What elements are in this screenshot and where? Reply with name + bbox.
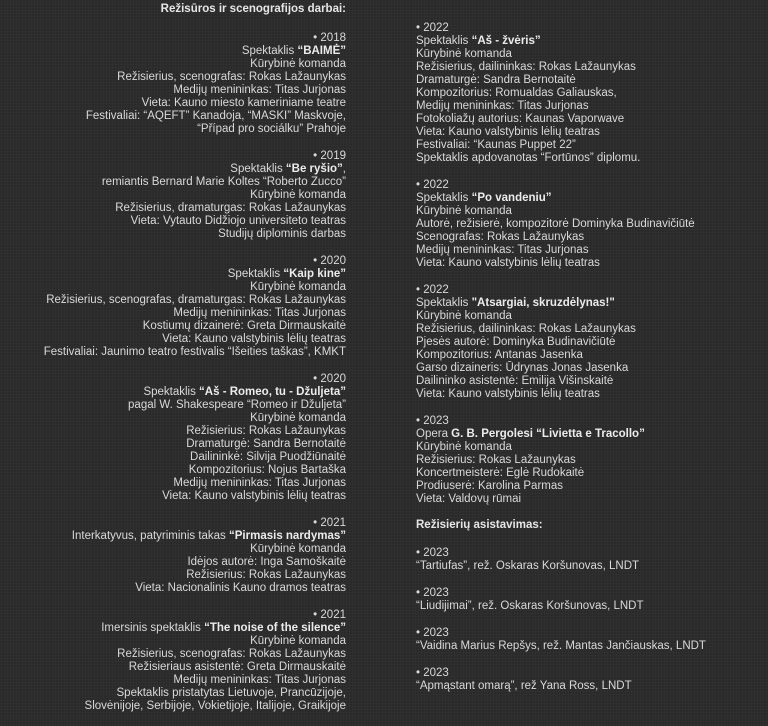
- work-credit-line: [0, 281, 346, 294]
- credit-text: Fotokoliažų autorius: Kaunas Vaporwave: [416, 113, 625, 125]
- credit-text: Kūrybinė komanda: [250, 543, 346, 555]
- credit-text: pagal W. Shakespeare “Romeo ir Džuljeta”: [128, 399, 346, 411]
- work-credit-line: [0, 71, 346, 84]
- credit-text: Kūrybinė komanda: [416, 48, 512, 60]
- work-entry: [0, 516, 346, 595]
- work-credit-line: [0, 477, 346, 490]
- work-credit-line: [416, 375, 768, 388]
- work-credit-line: [0, 163, 346, 176]
- work-credit-line: [416, 113, 768, 126]
- work-title: “Po vandeniu”: [471, 192, 552, 204]
- work-credit-line: [0, 110, 346, 123]
- work-credit-line: [416, 349, 768, 362]
- assisting-entry: [416, 666, 768, 693]
- work-entry: [0, 254, 346, 359]
- work-credit-line: [0, 123, 346, 136]
- work-credit-line: [416, 428, 768, 441]
- work-title: "Atsargiai, skruzdėlynas!": [471, 297, 615, 309]
- credit-text: Prodiuserė: Karolina Parmas: [416, 480, 564, 492]
- assisting-year: • 2023: [416, 666, 768, 680]
- work-credit-line: [0, 45, 346, 58]
- credit-text: Vieta: Kauno valstybinis lėlių teatras: [162, 333, 346, 345]
- work-year: • 2018: [0, 31, 346, 45]
- credit-text: Vieta: Kauno valstybinis lėlių teatras: [416, 388, 600, 400]
- section-heading-assisting: Režisierių asistavimas:: [416, 519, 543, 531]
- credit-text: remiantis Bernard Marie Koltes “Roberto Zucco”: [101, 176, 346, 188]
- work-entry: [0, 149, 346, 241]
- credit-text: Režisierius, dramaturgas: Rokas Lažaunykas: [115, 202, 346, 214]
- work-credit-line: [0, 582, 346, 595]
- right-column: [416, 0, 768, 706]
- credit-text: Vieta: Nacionalinis Kauno dramos teatras: [135, 582, 346, 594]
- credit-text: Spektaklis pristatytas Lietuvoje, Prancūzijoje,: [116, 687, 346, 699]
- assisting-year: • 2023: [416, 586, 768, 600]
- credit-text: Festivaliai: “AQEFT” Kanadoja, “MASKI” Maskvoje,: [85, 110, 346, 122]
- work-year: • 2020: [0, 254, 346, 268]
- work-credit-line: [416, 493, 768, 506]
- work-credit-line: [0, 661, 346, 674]
- credit-text: Studijų diplominis darbas: [218, 228, 346, 240]
- work-entry: [0, 31, 346, 136]
- assisting-year: • 2023: [416, 546, 768, 560]
- work-title: “Pirmasis nardymas”: [229, 530, 346, 542]
- credit-text: Kompozitorius: Antanas Jasenka: [416, 349, 583, 361]
- work-credit-line: [0, 176, 346, 189]
- work-year: • 2022: [416, 21, 768, 35]
- credit-text: Medijų menininkas: Titas Jurjonas: [416, 100, 589, 112]
- work-credit-line: [416, 454, 768, 467]
- credit-text: Dramaturgė: Sandra Bernotaitė: [416, 74, 576, 86]
- work-credit-line: [0, 674, 346, 687]
- work-credit-line: [0, 189, 346, 202]
- work-credit-line: [416, 362, 768, 375]
- work-entry: [416, 21, 768, 165]
- work-credit-line: [416, 100, 768, 113]
- credit-text: Kūrybinė komanda: [416, 441, 512, 453]
- work-credit-line: [416, 61, 768, 74]
- credit-text: Vieta: Valdovų rūmai: [416, 493, 522, 505]
- work-credit-line: [0, 307, 346, 320]
- credit-text: Spektaklis: [227, 268, 284, 280]
- credit-text: Spektaklis: [230, 163, 286, 175]
- directing-entries: [0, 31, 346, 713]
- work-title: “Aš - Romeo, tu - Džuljeta”: [199, 386, 346, 398]
- work-entry: [0, 372, 346, 503]
- work-credit-line: [416, 336, 768, 349]
- work-credit-line: [416, 192, 768, 205]
- work-credit-line: [416, 74, 768, 87]
- work-credit-line: [0, 386, 346, 399]
- credit-text: Dailininkė: Silvija Puodžiūnaitė: [190, 451, 346, 463]
- work-credit-line: [0, 687, 346, 700]
- work-credit-line: [416, 257, 768, 270]
- credit-text: Medijų menininkas: Titas Jurjonas: [173, 84, 346, 96]
- work-credit-line: [416, 323, 768, 336]
- credit-text: Festivaliai: Jaunimo teatro festivalis “Išeities taškas”, KMKT: [43, 346, 346, 358]
- credit-text: Vieta: Kauno valstybinis lėlių teatras: [162, 490, 346, 502]
- assisting-entry: [416, 586, 768, 613]
- work-year: • 2021: [0, 608, 346, 622]
- work-entry: [0, 608, 346, 713]
- assisting-production: “Apmąstant omarą”, rež Yana Ross, LNDT: [416, 680, 632, 692]
- credit-text: Medijų menininkas: Titas Jurjonas: [173, 674, 346, 686]
- work-credit-line: [0, 635, 346, 648]
- credit-text: Garso dizaineris: Ūdrynas Jonas Jasenka: [416, 362, 629, 374]
- credit-text: Spektaklis: [416, 192, 472, 204]
- work-credit-line: [0, 215, 346, 228]
- assisting-year: • 2023: [416, 626, 768, 640]
- credit-text: Režisierius, dailininkas: Rokas Lažaunykas: [416, 61, 636, 73]
- credit-text: Režisierius, dailininkas: Rokas Lažaunykas: [416, 323, 636, 335]
- credit-text: Režisierius, scenografas, dramaturgas: Rokas Lažaunykas: [46, 294, 346, 306]
- work-credit-line: [0, 294, 346, 307]
- work-credit-line: [0, 543, 346, 556]
- assisting-entry: [416, 626, 768, 653]
- work-title: “BAIMĖ”: [297, 45, 346, 57]
- credit-text: Kūrybinė komanda: [250, 58, 346, 70]
- credit-text: Pjesės autorė: Dominyka Budinavičiūtė: [416, 336, 616, 348]
- credit-text: Režisieriaus asistentė: Greta Dirmauskaitė: [128, 661, 346, 673]
- work-credit-line: [0, 425, 346, 438]
- credit-text: Slovėnijoje, Serbijoje, Vokietijoje, Italijoje, Graikijoje: [84, 700, 346, 712]
- work-credit-line: [0, 464, 346, 477]
- work-credit-line: [416, 297, 768, 310]
- credit-text: Medijų menininkas: Titas Jurjonas: [173, 477, 346, 489]
- work-credit-line: [0, 320, 346, 333]
- section-heading-directing: Režisūros ir scenografijos darbai:: [160, 3, 346, 15]
- credit-text: Kūrybinė komanda: [250, 412, 346, 424]
- credit-text: Režisierius, scenografas: Rokas Lažaunykas: [117, 648, 346, 660]
- work-title: “Aš - žvėris”: [471, 35, 541, 47]
- credit-text: Vieta: Kauno valstybinis lėlių teatras: [416, 126, 600, 138]
- credit-text: Festivaliai: “Kaunas Puppet 22”: [416, 139, 576, 151]
- work-credit-line: [416, 480, 768, 493]
- credit-text: Kompozitorius: Nojus Bartaška: [188, 464, 346, 476]
- work-credit-line: [416, 218, 768, 231]
- work-credit-line: [416, 467, 768, 480]
- work-credit-line: [0, 451, 346, 464]
- work-credit-line: [416, 152, 768, 165]
- credit-text: Kūrybinė komanda: [416, 310, 512, 322]
- work-title: “Kaip kine”: [283, 268, 346, 280]
- work-credit-line: [416, 205, 768, 218]
- work-year: • 2021: [0, 516, 346, 530]
- work-year: • 2022: [416, 178, 768, 192]
- credit-text: Interkatyvus, patyriminis takas: [71, 530, 230, 542]
- work-title: “Be ryšio”: [285, 163, 343, 175]
- credit-text: Režisierius: Rokas Lažaunykas: [186, 425, 346, 437]
- credit-text: Režisierius, scenografas: Rokas Lažaunykas: [117, 71, 346, 83]
- work-credit-line: [0, 648, 346, 661]
- assisting-entries: [416, 546, 768, 693]
- work-credit-line: [416, 139, 768, 152]
- work-credit-line: [416, 388, 768, 401]
- work-credit-line: [0, 569, 346, 582]
- assisting-production: “Tartiufas”, rež. Oskaras Koršunovas, LNDT: [416, 560, 640, 572]
- work-entry: [416, 178, 768, 270]
- assisting-entry: [416, 546, 768, 573]
- credit-text: Kūrybinė komanda: [250, 635, 346, 647]
- credit-text: Spektaklis: [416, 297, 472, 309]
- directing-entries-continued: [416, 21, 768, 506]
- credit-text: Vieta: Kauno miesto kameriniame teatre: [141, 97, 346, 109]
- work-credit-line: [416, 126, 768, 139]
- work-credit-line: [0, 399, 346, 412]
- credit-text: Kūrybinė komanda: [250, 189, 346, 201]
- credit-text: Spektaklis apdovanotas “Fortūnos” diplomu.: [416, 152, 641, 164]
- work-credit-line: [416, 244, 768, 257]
- credit-text: Idėjos autorė: Inga Samoškaitė: [187, 556, 346, 568]
- work-credit-line: [416, 231, 768, 244]
- credit-text: Vieta: Kauno valstybinis lėlių teatras: [416, 257, 600, 269]
- credit-text: Spektaklis: [143, 386, 200, 398]
- work-year: • 2019: [0, 149, 346, 163]
- work-credit-line: [0, 84, 346, 97]
- credit-text: Režisierius: Rokas Lažaunykas: [416, 454, 576, 466]
- work-credit-line: [0, 438, 346, 451]
- credit-text: Imersinis spektaklis: [101, 622, 205, 634]
- directing-works-column: [0, 0, 346, 726]
- work-title: G. B. Pergolesi “Livietta e Tracollo”: [451, 428, 645, 440]
- credit-text: Režisierius: Rokas Lažaunykas: [186, 569, 346, 581]
- assisting-production: “Liudijimai”, rež. Oskaras Koršunovas, LNDT: [416, 600, 644, 612]
- work-credit-line: [416, 441, 768, 454]
- credit-text: Scenografas: Rokas Lažaunykas: [416, 231, 585, 243]
- work-credit-line: [416, 48, 768, 61]
- assisting-production: “Vaidina Marius Repšys, rež. Mantas Jančiauskas, LNDT: [416, 640, 706, 652]
- work-year: • 2022: [416, 283, 768, 297]
- work-credit-line: [0, 97, 346, 110]
- credit-text: Koncertmeisterė: Eglė Rudokaitė: [416, 467, 585, 479]
- work-credit-line: [0, 530, 346, 543]
- work-credit-line: [0, 412, 346, 425]
- credit-text: Kūrybinė komanda: [416, 205, 512, 217]
- work-credit-line: [0, 268, 346, 281]
- credit-text: Vieta: Vytauto Didžiojo universiteto teatras: [130, 215, 346, 227]
- credit-text: Autorė, režisierė, kompozitorė Dominyka Budinavičiūtė: [416, 218, 695, 230]
- work-credit-line: [416, 87, 768, 100]
- work-entry: [416, 414, 768, 506]
- credit-text: Dailininko asistentė: Emilija Višinskaitė: [416, 375, 614, 387]
- credit-text: Medijų menininkas: Titas Jurjonas: [416, 244, 589, 256]
- work-credit-line: [0, 228, 346, 241]
- credit-text: Medijų menininkas: Titas Jurjonas: [173, 307, 346, 319]
- work-credit-line: [0, 58, 346, 71]
- credit-text: “Případ pro sociálku” Prahoje: [197, 123, 346, 135]
- credit-text: Dramaturgė: Sandra Bernotaitė: [186, 438, 346, 450]
- credit-text: Spektaklis: [416, 35, 472, 47]
- work-credit-line: [0, 556, 346, 569]
- credit-text: Kompozitorius: Romualdas Galiauskas,: [416, 87, 617, 99]
- credit-text: Kūrybinė komanda: [250, 281, 346, 293]
- work-year: • 2023: [416, 414, 768, 428]
- work-credit-line: [0, 202, 346, 215]
- work-credit-line: [0, 622, 346, 635]
- work-title: “The noise of the silence”: [204, 622, 346, 634]
- work-credit-line: [0, 346, 346, 359]
- work-credit-line: [416, 310, 768, 323]
- work-credit-line: [0, 490, 346, 503]
- credit-text: Spektaklis: [241, 45, 298, 57]
- work-credit-line: [416, 35, 768, 48]
- work-year: • 2020: [0, 372, 346, 386]
- credit-text: ,: [342, 163, 346, 175]
- work-credit-line: [0, 333, 346, 346]
- work-entry: [416, 283, 768, 401]
- credit-text: Opera: [416, 428, 452, 440]
- credit-text: Kostiumų dizainerė: Greta Dirmauskaitė: [142, 320, 346, 332]
